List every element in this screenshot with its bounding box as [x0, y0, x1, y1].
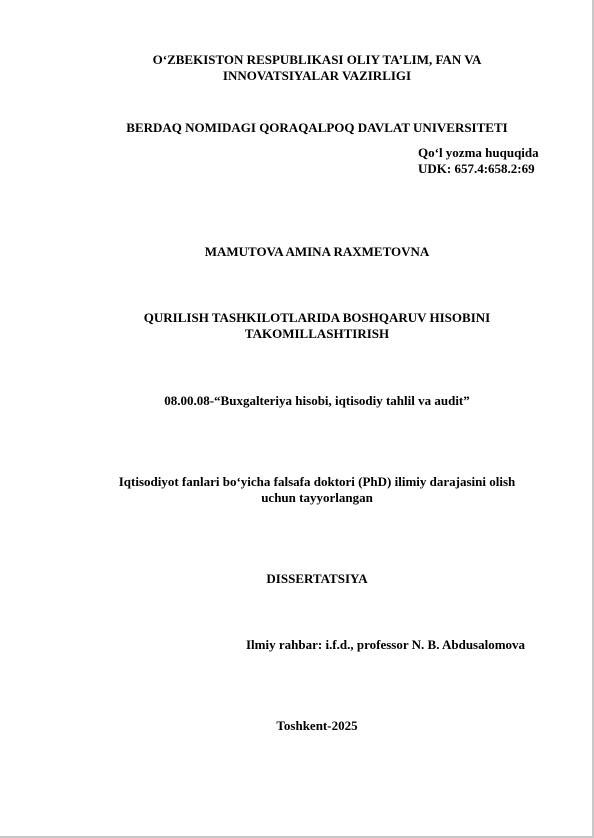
manuscript-rights: Qo‘l yozma huquqida: [418, 145, 539, 160]
university-name: BERDAQ NOMIDAGI QORAQALPOQ DAVLAT UNIVERSITETI: [126, 120, 508, 135]
ministry-line-2: INNOVATSIYALAR VAZIRLIGI: [222, 68, 412, 83]
scientific-supervisor: Ilmiy rahbar: i.f.d., professor N. B. Abdusalomova: [246, 637, 526, 652]
ministry-line-1: O‘ZBEKISTON RESPUBLIKASI OLIY TA’LIM, FAN VA: [152, 52, 482, 67]
author-name: MAMUTOVA AMINA RAXMETOVNA: [204, 244, 430, 259]
degree-line-1: Iqtisodiyot fanlari bo‘yicha falsafa doktori (PhD) ilimiy darajasini olish: [118, 474, 516, 489]
document-type: DISSERTATSIYA: [266, 571, 368, 586]
thesis-title-line-2: TAKOMILLASHTIRISH: [244, 326, 390, 341]
specialty-code: 08.00.08-“Buxgalteriya hisobi, iqtisodiy tahlil va audit”: [164, 393, 470, 408]
degree-line-2: uchun tayyorlangan: [261, 490, 373, 505]
udk-code: UDK: 657.4:658.2:69: [418, 161, 535, 176]
thesis-title-line-1: QURILISH TASHKILOTLARIDA BOSHQARUV HISOBINI: [143, 310, 491, 325]
place-and-year: Toshkent-2025: [276, 718, 358, 733]
